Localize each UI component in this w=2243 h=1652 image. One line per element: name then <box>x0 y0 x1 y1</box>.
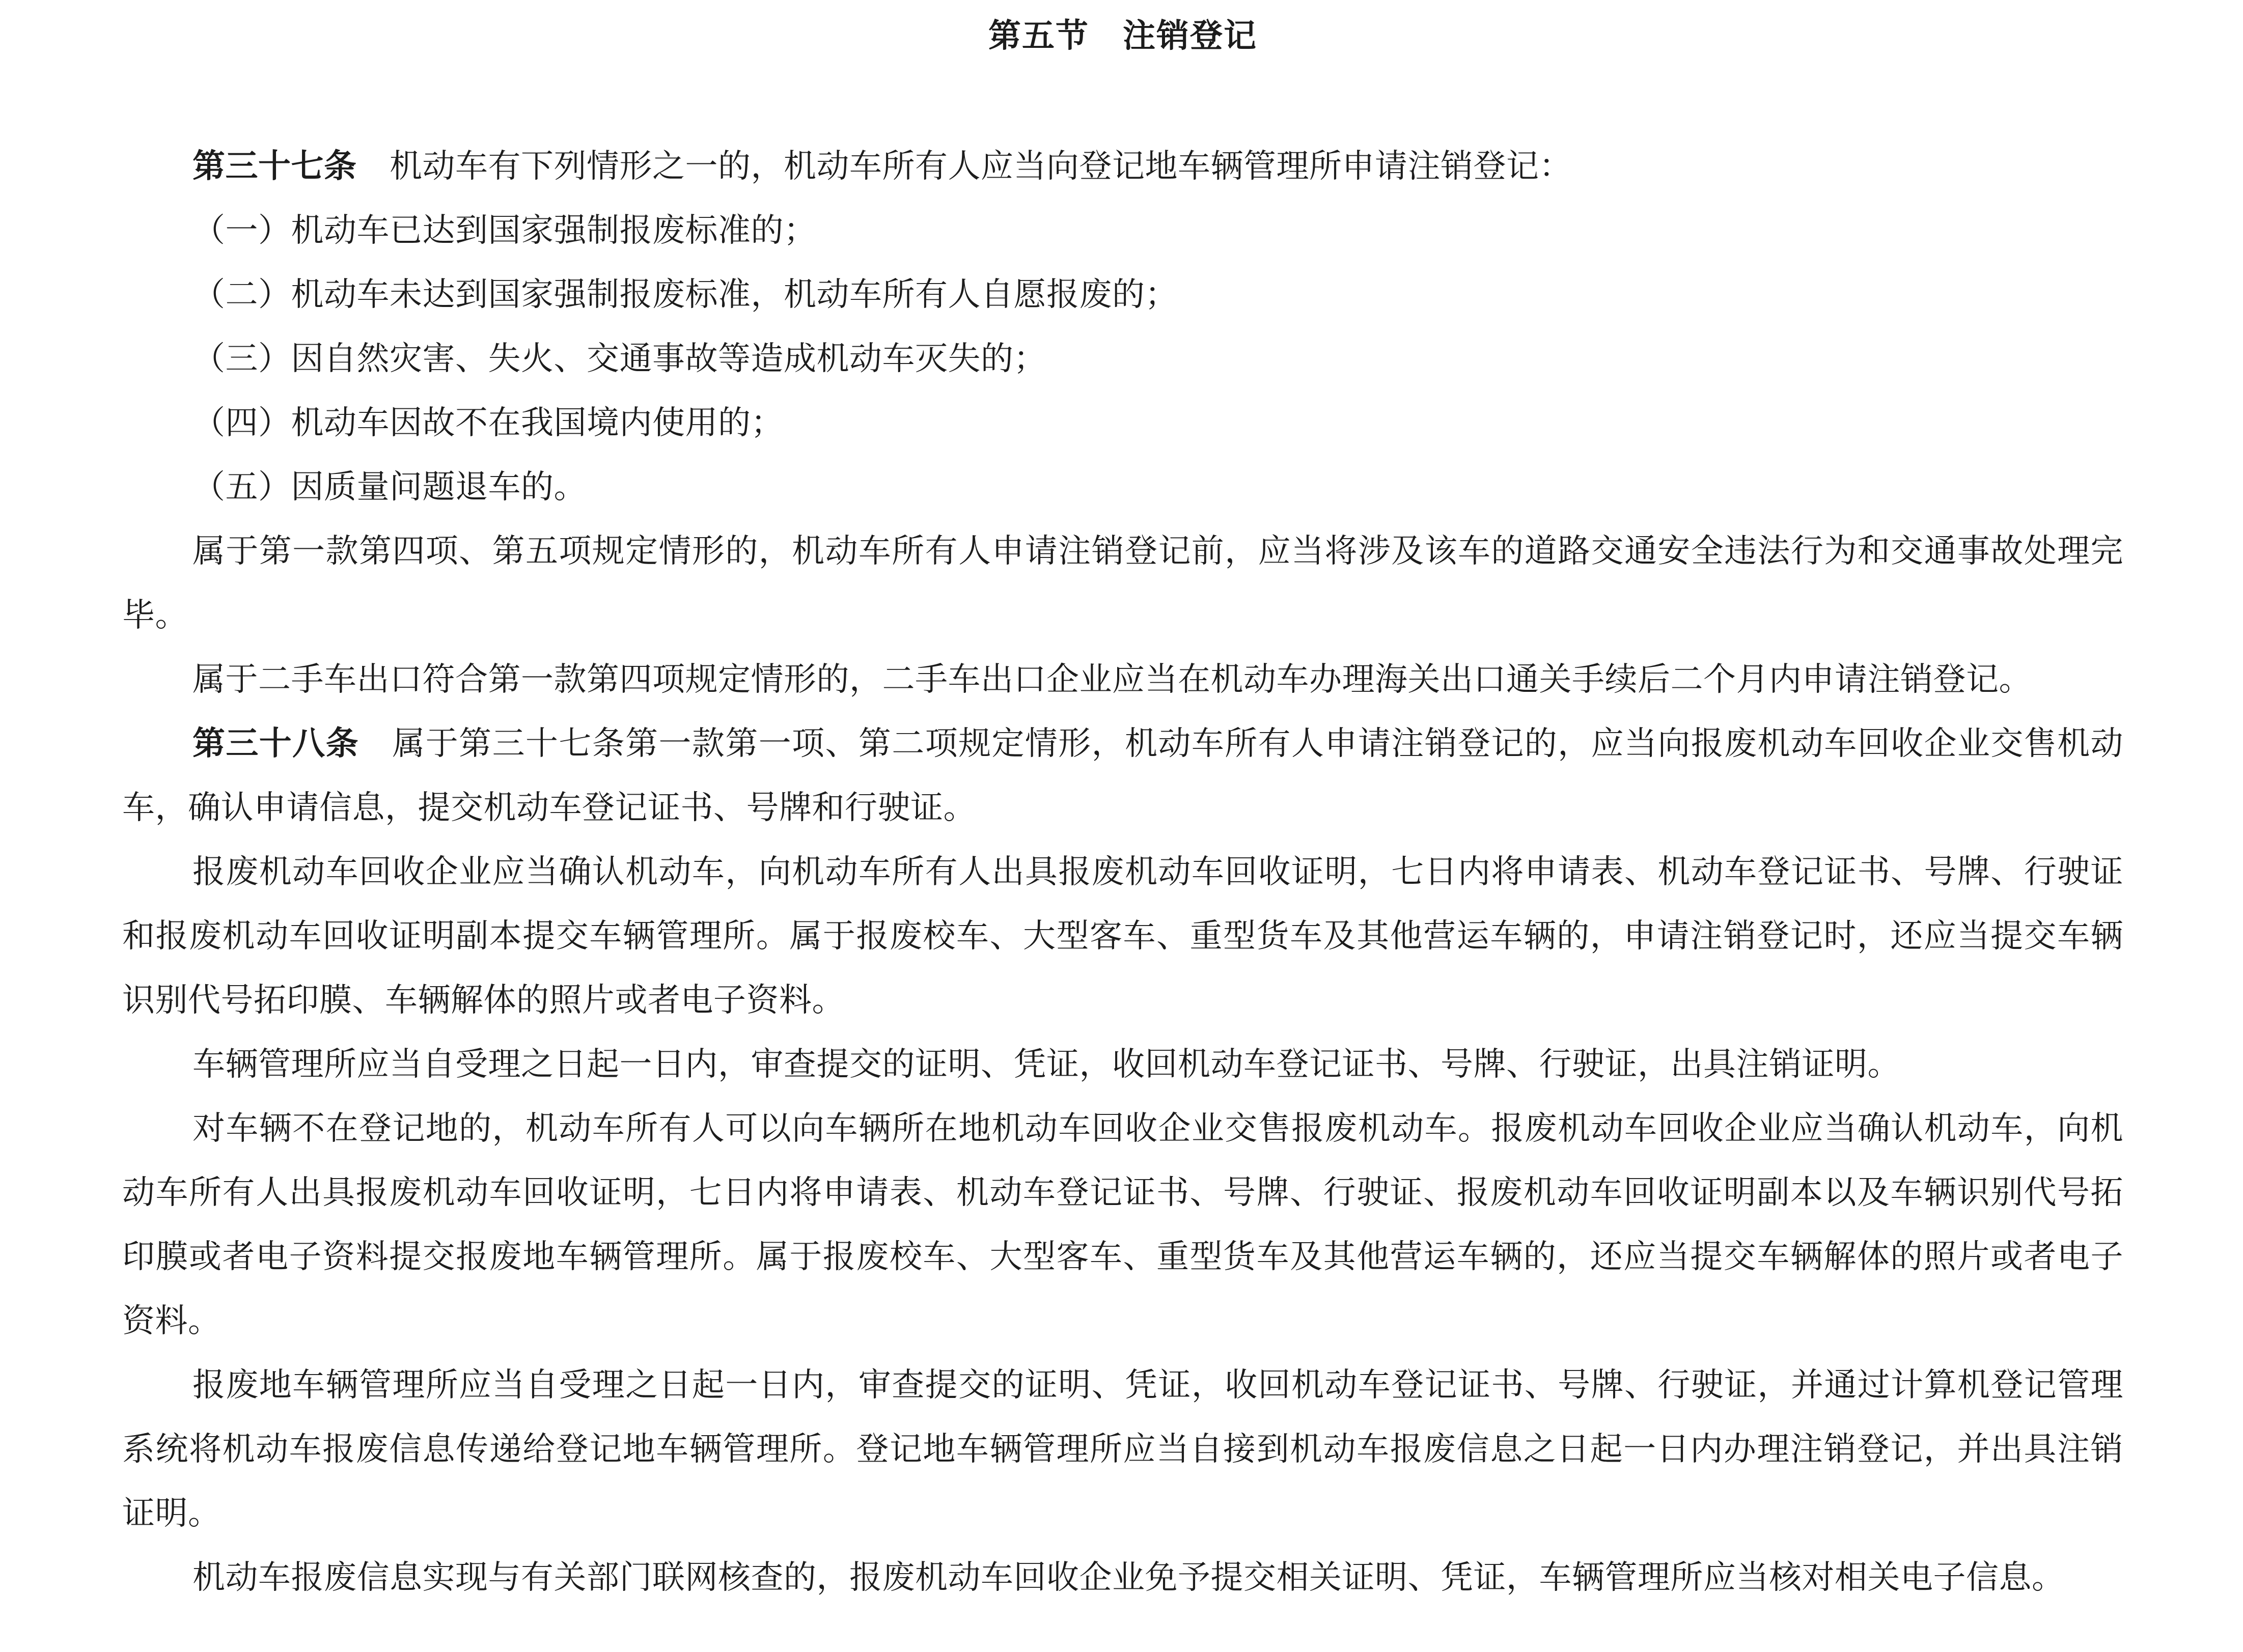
article-38-paragraph-5: 报废地车辆管理所应当自受理之日起一日内，审查提交的证明、凭证，收回机动车登记证书、号牌、行驶证，并通过计算机登记管理系统将机动车报废信息传递给登记地车辆管理所。登记地车辆管理所应当自接到机动车报废信息之日起一日内办理注销登记，并出具注销证明。 <box>122 1366 2123 1532</box>
article-38-paragraph-4: 对车辆不在登记地的，机动车所有人可以向车辆所在地机动车回收企业交售报废机动车。报废机动车回收企业应当确认机动车，向机动车所有人出具报废机动车回收证明，七日内将申请表、机动车登记证书、号牌、行驶证、报废机动车回收证明副本以及车辆识别代号拓印膜或者电子资料提交报废地车辆管理所。属于报废校车、大型客车、重型货车及其他营运车辆的，还应当提交车辆解体的照片或者电子资料。 <box>122 1110 2123 1340</box>
article-38-text: 属于第三十七条第一款第一项、第二项规定情形，机动车所有人申请注销登记的，应当向报废机动车回收企业交售机动车，确认申请信息，提交机动车登记证书、号牌和行驶证。 <box>122 725 2124 827</box>
article-38-intro <box>122 712 2123 840</box>
article-37-label: 第三十七条 <box>192 147 357 185</box>
article-37-item-3: （三）因自然灾害、失火、交通事故等造成机动车灭失的； <box>192 340 1046 378</box>
article-37-text: 机动车有下列情形之一的，机动车所有人应当向登记地车辆管理所申请注销登记： <box>356 148 1572 185</box>
article-37-paragraph-3: 属于二手车出口符合第一款第四项规定情形的，二手车出口企业应当在机动车办理海关出口通关手续后二个月内申请注销登记。 <box>192 661 2032 698</box>
article-37-paragraph-2: 属于第一款第四项、第五项规定情形的，机动车所有人申请注销登记前，应当将涉及该车的道路交通安全违法行为和交通事故处理完毕。 <box>122 533 2123 634</box>
article-37-item-1: （一）机动车已达到国家强制报废标准的； <box>192 212 817 249</box>
article-37-item-5: （五）因质量问题退车的。 <box>192 468 587 506</box>
article-37-item-4: （四）机动车因故不在我国境内使用的； <box>192 404 784 442</box>
article-38-paragraph-2: 报废机动车回收企业应当确认机动车，向机动车所有人出具报废机动车回收证明，七日内将申请表、机动车登记证书、号牌、行驶证和报废机动车回收证明副本提交车辆管理所。属于报废校车、大型客车、重型货车及其他营运车辆的，申请注销登记时，还应当提交车辆识别代号拓印膜、车辆解体的照片或者电子资料。 <box>122 853 2123 1019</box>
document-body <box>122 134 2123 1610</box>
article-38-paragraph-3: 车辆管理所应当自受理之日起一日内，审查提交的证明、凭证，收回机动车登记证书、号牌、行驶证，出具注销证明。 <box>192 1046 1900 1083</box>
article-37-intro <box>122 134 2123 199</box>
article-38-paragraph-6: 机动车报废信息实现与有关部门联网核查的，报废机动车回收企业免予提交相关证明、凭证，车辆管理所应当核对相关电子信息。 <box>192 1559 2065 1597</box>
article-38-label: 第三十八条 <box>192 724 359 763</box>
article-37-item-2: （二）机动车未达到国家强制报废标准，机动车所有人自愿报废的； <box>192 276 1178 314</box>
section-title: 第五节 注销登记 <box>988 17 1257 55</box>
